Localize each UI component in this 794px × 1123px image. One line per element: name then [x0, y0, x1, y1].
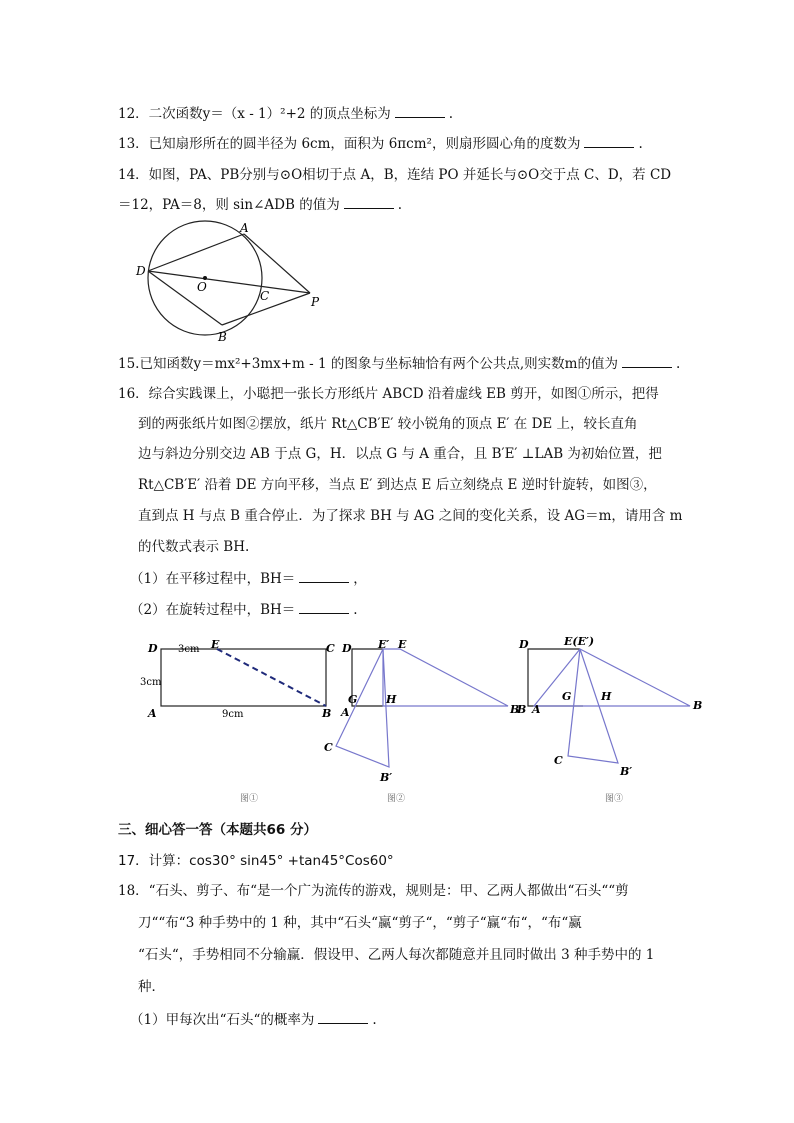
q18-sub1-blank[interactable]: [318, 1011, 368, 1024]
fig3-label-A: A: [532, 703, 541, 716]
fig1-label-E: E: [211, 638, 220, 651]
q15-line: 15.已知函数y＝mx²+3mx+m - 1 的图象与坐标轴恰有两个公共点,则实数m的值为 .: [118, 356, 681, 372]
q14-label-O: O: [197, 280, 207, 294]
fig3-label-B-left: B: [517, 703, 527, 716]
q12-line: 12．二次函数y＝（x - 1）²+2 的顶点坐标为 .: [118, 106, 454, 122]
section3-heading: 三、细心答一答（本题共66 分）: [118, 822, 317, 838]
fig3-label-C: C: [554, 754, 563, 767]
q13-text: 13．已知扇形所在的圆半径为 6cm，面积为 6πcm²，则扇形圆心角的度数为: [118, 136, 581, 152]
q13-line: 13．已知扇形所在的圆半径为 6cm，面积为 6πcm²，则扇形圆心角的度数为 .: [118, 136, 643, 152]
q16-line2: 到的两张纸片如图②摆放，纸片 Rt△CB′E′ 较小锐角的顶点 E′ 在 DE 上，较长直角: [138, 416, 638, 432]
q16-sub2-blank[interactable]: [299, 601, 349, 614]
fig3-label-H: H: [601, 690, 612, 703]
q14-line1: 14．如图，PA、PB分别与⊙O相切于点 A，B，连结 PO 并延长与⊙O交于点 C、D，若 CD: [118, 167, 672, 183]
figure-3: [516, 635, 702, 804]
q18-line2: 刀““布“3 种手势中的 1 种，其中“石头“赢“剪子“，“剪子“赢“布“，“布“赢: [138, 915, 582, 931]
q18-sub1: （1）甲每次出“石头“的概率为 .: [130, 1012, 377, 1028]
q14-label-A: A: [240, 221, 249, 235]
q16-sub1: （1）在平移过程中，BH＝ ，: [130, 571, 367, 587]
q16-line4: Rt△CB′E′ 沿着 DE 方向平移，当点 E′ 到达点 E 后立刻绕点 E 逆时针旋转，如图③，: [138, 477, 657, 493]
fig2-label-H: H: [386, 693, 397, 706]
q14-line2: ＝12，PA＝8，则 sin∠ADB 的值为 .: [118, 197, 402, 213]
fig2-label-B: B: [510, 703, 520, 716]
fig1-left-length: 3cm: [140, 677, 162, 688]
fig1-label-D: D: [148, 642, 158, 655]
fig2-label-B1: B′: [380, 771, 393, 784]
q15-text: 15.已知函数y＝mx²+3mx+m - 1 的图象与坐标轴恰有两个公共点,则实数m的值为: [118, 356, 618, 372]
fig2-label-A: A: [341, 706, 350, 719]
fig1-top-length: 3cm: [178, 644, 200, 655]
fig3-label-E: E(E′): [564, 635, 595, 648]
fig3-label-G: G: [562, 690, 572, 703]
fig1-label-C: C: [326, 642, 335, 655]
q16-line6: 的代数式表示 BH.: [138, 539, 250, 555]
fig2-caption: 图②: [387, 794, 406, 804]
figure-2: [324, 638, 519, 804]
figure-1: [140, 638, 335, 804]
q14-circle-figure: [130, 220, 330, 345]
q14-label-B: B: [218, 330, 227, 344]
q14-answer-blank[interactable]: [344, 196, 394, 209]
q12-text: 12．二次函数y＝（x - 1）²+2 的顶点坐标为: [118, 106, 391, 122]
q18-line3: “石头“，手势相同不分输赢．假设甲、乙两人每次都随意并且同时做出 3 种手势中的 1: [138, 947, 655, 963]
q17-line: 17．计算：cos30° sin45° +tan45°Cos60°: [118, 853, 394, 869]
q14-label-C: C: [260, 289, 270, 303]
fig3-label-D: D: [519, 638, 529, 651]
q15-answer-blank[interactable]: [622, 355, 672, 368]
q16-sub1-blank[interactable]: [299, 570, 349, 583]
q13-answer-blank[interactable]: [584, 135, 634, 148]
fig1-caption: 图①: [240, 794, 259, 804]
fig2-label-D: D: [342, 642, 352, 655]
fig3-caption: 图③: [605, 794, 624, 804]
q18-line1: 18．“石头、剪子、布“是一个广为流传的游戏，规则是：甲、乙两人都做出“石头““剪: [118, 883, 629, 899]
q18-line4: 种．: [138, 979, 165, 995]
q12-answer-blank[interactable]: [395, 105, 445, 118]
q16-line5: 直到点 H 与点 B 重合停止．为了探求 BH 与 AG 之间的变化关系，设 AG＝m，请用含 m: [138, 508, 683, 524]
q14-label-D: D: [136, 264, 146, 278]
fig1-bottom-length: 9cm: [222, 709, 244, 720]
fig1-label-A: A: [148, 707, 157, 720]
q16-sub2: （2）在旋转过程中，BH＝ .: [130, 602, 358, 618]
q16-line1: 16．综合实践课上，小聪把一张长方形纸片 ABCD 沿着虚线 EB 剪开，如图①所示，把得: [118, 386, 659, 402]
q16-line3: 边与斜边分别交边 AB 于点 G，H．以点 G 与 A 重合，且 B′E′ ⊥LAB 为初始位置，把: [138, 446, 662, 462]
fig2-label-E1: E′: [378, 638, 390, 651]
q14-label-P: P: [311, 295, 320, 309]
fig1-label-B: B: [322, 707, 332, 720]
q16-figures: [130, 630, 720, 810]
fig2-label-C: C: [324, 741, 333, 754]
fig2-label-E: E: [398, 638, 407, 651]
fig3-label-B: B: [693, 699, 703, 712]
fig2-label-G: G: [348, 693, 358, 706]
fig3-label-B1: B′: [620, 765, 633, 778]
